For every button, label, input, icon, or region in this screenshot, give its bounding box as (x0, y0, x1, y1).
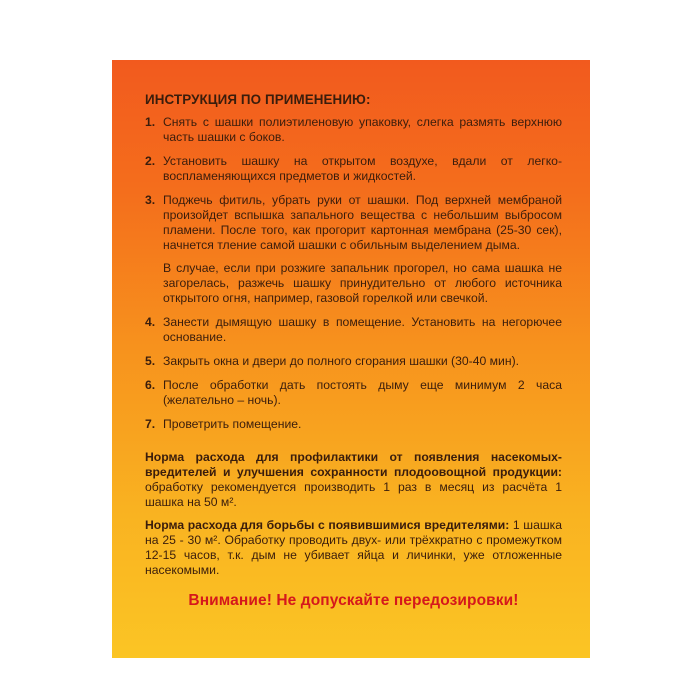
norm-text: обработку рекомендуется производить 1 раз в месяц из расчёта 1 шашка на 50 м². (145, 480, 562, 509)
step-number: 4. (145, 315, 156, 329)
norm-heading: Норма расхода для борьбы с появившимися вредителями: (145, 518, 510, 532)
step-7 (145, 417, 562, 432)
norms-section (145, 450, 562, 578)
step-4 (145, 315, 562, 345)
step-2 (145, 154, 562, 184)
step-text: После обработки дать постоять дыму еще минимум 2 часа (желательно – ночь). (163, 378, 562, 407)
step-1 (145, 115, 562, 145)
overdose-warning: Внимание! Не допускайте передозировки! (188, 592, 519, 609)
step-number: 2. (145, 154, 156, 168)
step-number: 6. (145, 378, 156, 392)
step-text: Закрыть окна и двери до полного сгорания шашки (30-40 мин). (163, 354, 520, 368)
step-text: Проветрить помещение. (163, 417, 302, 431)
step-extra-text: В случае, если при розжиге запальник прогорел, но сама шашка не загорелась, разжечь шашку принудительно от любого источника открытого огня, например, газовой горелкой или свечкой. (163, 261, 562, 305)
step-text: Снять с шашки полиэтиленовую упаковку, слегка размять верхнюю часть шашки с боков. (163, 115, 562, 144)
step-3 (145, 193, 562, 306)
norm-prevention (145, 450, 562, 510)
steps-list (145, 115, 562, 432)
step-text: Занести дымящую шашку в помещение. Установить на негорючее основание. (163, 315, 562, 344)
norm-text: 1 шашка на 25 - 30 м². Обработку проводить двух- или трёхкратно с промежутком 12-15 часов, т.к. дым не убивает яйца и личинки, уже отложенные насекомыми. (145, 518, 563, 577)
step-number: 3. (145, 193, 156, 207)
step-number: 7. (145, 417, 156, 431)
step-text: Установить шашку на открытом воздухе, вдали от легко-воспламеняющихся предметов и жидкостей. (163, 154, 562, 183)
step-number: 5. (145, 354, 156, 368)
step-6 (145, 378, 562, 408)
norm-heading: Норма расхода для профилактики от появления насекомых-вредителей и улучшения сохранности плодоовощной продукции: (145, 450, 562, 479)
norm-treatment (145, 518, 562, 578)
step-5 (145, 354, 562, 369)
instruction-card (112, 60, 590, 658)
instruction-title: ИНСТРУКЦИЯ ПО ПРИМЕНЕНИЮ: (145, 92, 371, 107)
step-text-block (163, 193, 562, 306)
step-text: Поджечь фитиль, убрать руки от шашки. Под верхней мембраной произойдет вспышка запального вещества с небольшим выбросом пламени. После того, как прогорит картонная мембрана (25-30 сек), начнется тление самой шашки с обильным выделением дыма. (163, 193, 562, 252)
step-number: 1. (145, 115, 156, 129)
